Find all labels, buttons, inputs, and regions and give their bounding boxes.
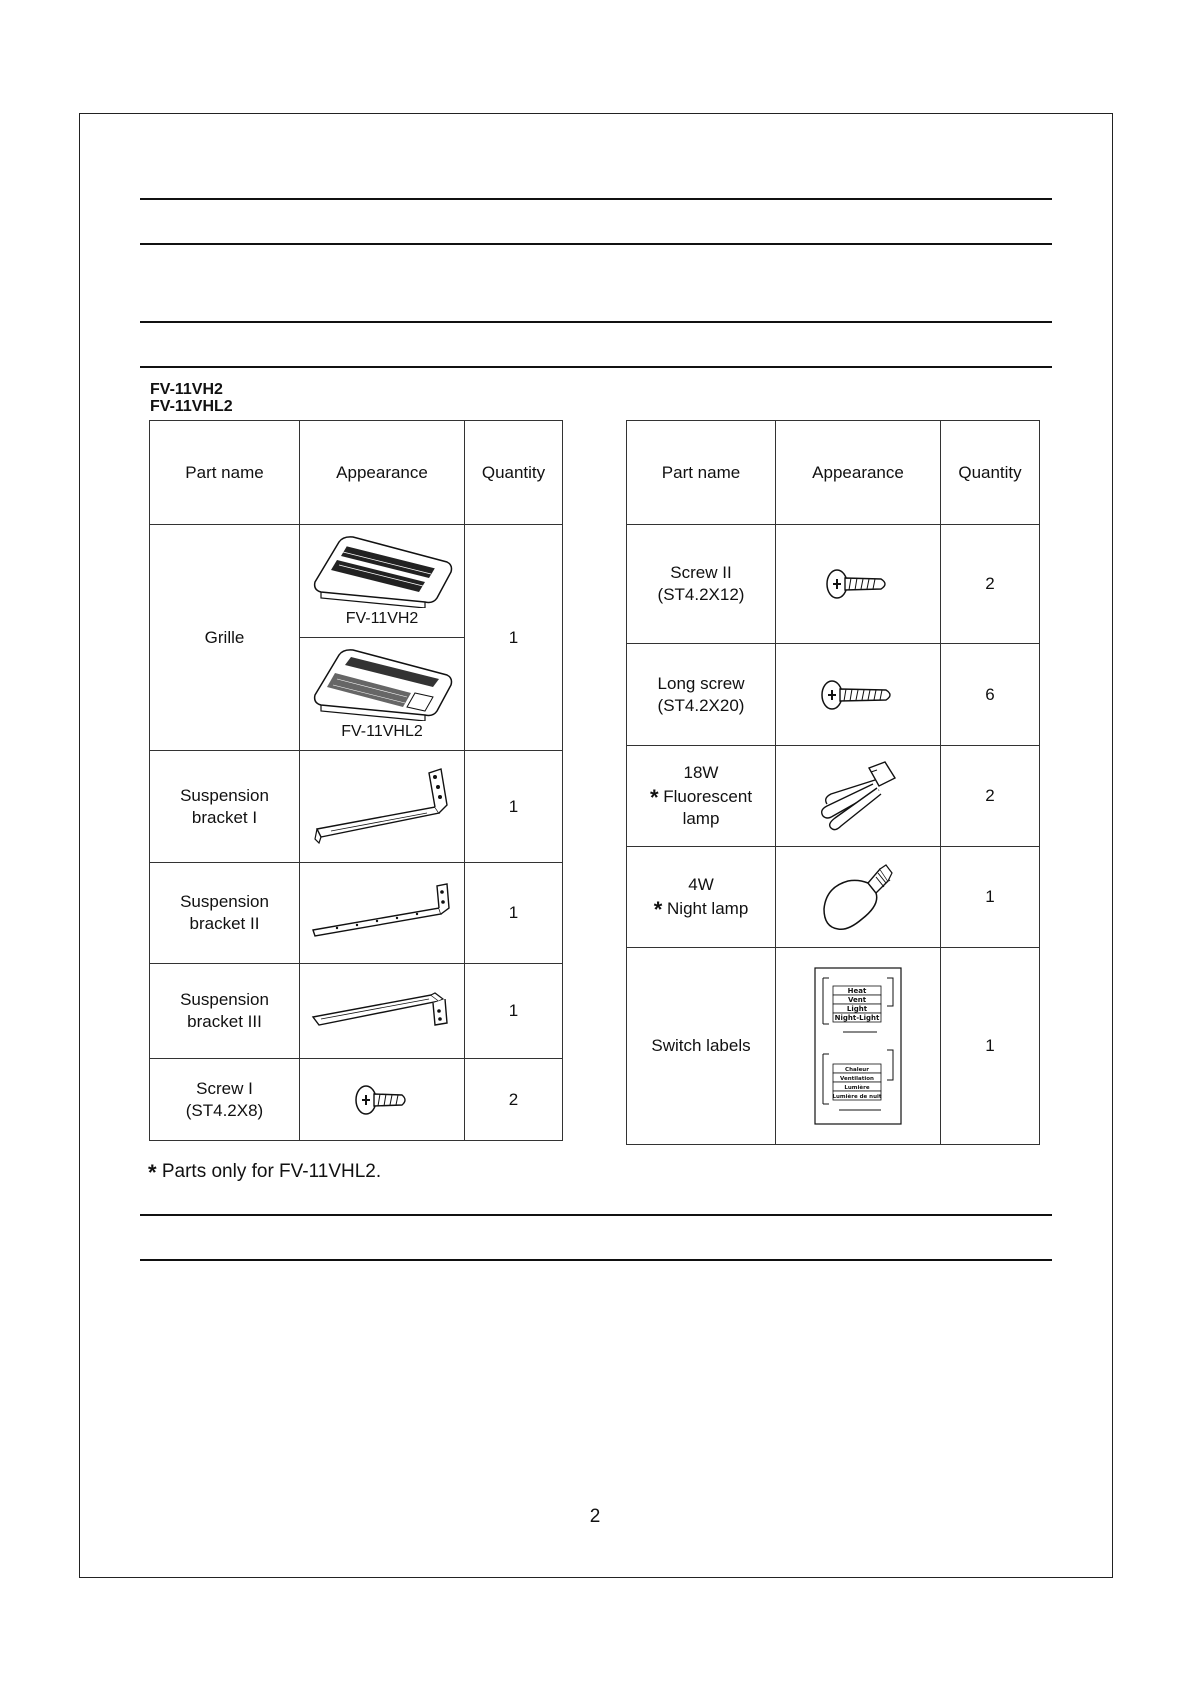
header-quantity: Quantity — [941, 421, 1040, 525]
bracket3-qty: 1 — [465, 964, 563, 1059]
switch-label-fr: Lumière — [844, 1085, 870, 1091]
grille-vh2-image — [307, 532, 457, 608]
header-appearance: Appearance — [776, 421, 941, 525]
night-qty: 1 — [941, 847, 1040, 948]
switch-label-fr: Lumière de nuit — [832, 1094, 882, 1100]
screw2-name-line2: (ST4.2X12) — [657, 585, 745, 604]
header-quantity: Quantity — [465, 421, 563, 525]
night-name-text: Night lamp — [667, 899, 749, 918]
bracket2-image — [307, 878, 457, 948]
night-name — [627, 847, 776, 948]
bracket3-name-line1: Suspension — [180, 990, 269, 1009]
parts-table-left — [149, 420, 563, 1141]
screw1-image — [352, 1080, 412, 1120]
header-appearance: Appearance — [300, 421, 465, 525]
bracket3-name-line2: bracket III — [187, 1012, 262, 1031]
rule-4 — [140, 366, 1052, 368]
bracket1-appearance — [300, 751, 465, 863]
footnote-text: Parts only for FV-11VHL2. — [161, 1161, 382, 1182]
grille-name: Grille — [150, 525, 300, 751]
rule-5 — [140, 1214, 1052, 1216]
bracket2-name-line1: Suspension — [180, 892, 269, 911]
switch-label-en: Night-Light — [834, 1014, 880, 1022]
switch-label-en: Heat — [847, 987, 867, 995]
bracket2-qty: 1 — [465, 863, 563, 964]
long-screw-qty: 6 — [941, 644, 1040, 746]
model-name: FV-11VHL2 — [150, 398, 233, 415]
screw2-name-line1: Screw II — [670, 563, 732, 582]
night-appearance — [776, 847, 941, 948]
bracket3-name — [150, 964, 300, 1059]
rule-6 — [140, 1259, 1052, 1261]
fluor-name-text: Fluorescent — [663, 787, 753, 806]
switch-label-fr: Ventilation — [840, 1076, 874, 1082]
screw1-name — [150, 1059, 300, 1141]
model-name: FV-11VH2 — [150, 381, 223, 398]
asterisk-icon: * — [649, 785, 659, 810]
long-screw-name — [627, 644, 776, 746]
header-part-name: Part name — [150, 421, 300, 525]
switch-label-en: Vent — [847, 996, 867, 1004]
header-part-name: Part name — [627, 421, 776, 525]
bracket3-appearance — [300, 964, 465, 1059]
long-screw-image — [818, 675, 898, 715]
screw1-appearance — [300, 1059, 465, 1141]
fluor-qty: 2 — [941, 746, 1040, 847]
night-name-line1: 4W — [688, 875, 714, 894]
asterisk-icon: * — [653, 897, 663, 922]
fluor-name-line1: 18W — [683, 763, 719, 782]
screw2-image — [823, 564, 893, 604]
grille-vhl2-caption: FV-11VHL2 — [341, 723, 423, 740]
bracket1-name-line1: Suspension — [180, 785, 269, 805]
rule-3 — [140, 321, 1052, 323]
bracket3-image — [307, 979, 457, 1043]
footnote — [148, 1157, 381, 1183]
switch-labels-image — [813, 966, 903, 1126]
screw1-qty: 2 — [465, 1059, 563, 1141]
model-list — [150, 381, 233, 415]
switch-label-fr: Chaleur — [845, 1067, 869, 1073]
bracket2-name-line2: bracket II — [189, 914, 260, 933]
screw2-appearance — [776, 525, 941, 644]
grille-vhl2-image — [307, 645, 457, 721]
long-screw-name-line2: (ST4.2X20) — [657, 695, 745, 715]
fluorescent-lamp-image — [813, 760, 903, 832]
bracket1-qty: 1 — [465, 751, 563, 863]
asterisk-icon: * — [148, 1160, 157, 1185]
screw2-name — [627, 525, 776, 644]
switch-label-en: Light — [846, 1005, 868, 1013]
switch-labels-appearance — [776, 948, 941, 1145]
fluor-name — [627, 746, 776, 847]
fluor-appearance — [776, 746, 941, 847]
parts-table-right — [626, 420, 1040, 1145]
screw1-name-line1: Screw I — [196, 1078, 253, 1098]
rule-2 — [140, 243, 1052, 245]
fluor-name-line2 — [627, 784, 775, 808]
grille-qty: 1 — [465, 525, 563, 751]
long-screw-name-line1: Long screw — [657, 673, 745, 693]
night-lamp-image — [818, 861, 898, 933]
night-name-line2 — [627, 896, 775, 920]
grille-vhl2-cell — [300, 638, 465, 751]
screw1-name-line2: (ST4.2X8) — [185, 1100, 264, 1120]
grille-vh2-cell — [300, 525, 465, 638]
screw2-qty: 2 — [941, 525, 1040, 644]
page-number: 2 — [589, 1506, 601, 1527]
long-screw-appearance — [776, 644, 941, 746]
rule-1 — [140, 198, 1052, 200]
bracket1-name — [150, 751, 300, 863]
bracket1-image — [307, 767, 457, 847]
bracket2-appearance — [300, 863, 465, 964]
bracket1-name-line2: bracket I — [191, 807, 258, 827]
switch-labels-name: Switch labels — [627, 948, 776, 1145]
bracket2-name — [150, 863, 300, 964]
grille-vh2-caption: FV-11VH2 — [345, 610, 419, 627]
fluor-name-line3: lamp — [682, 809, 720, 828]
switch-labels-qty: 1 — [941, 948, 1040, 1145]
